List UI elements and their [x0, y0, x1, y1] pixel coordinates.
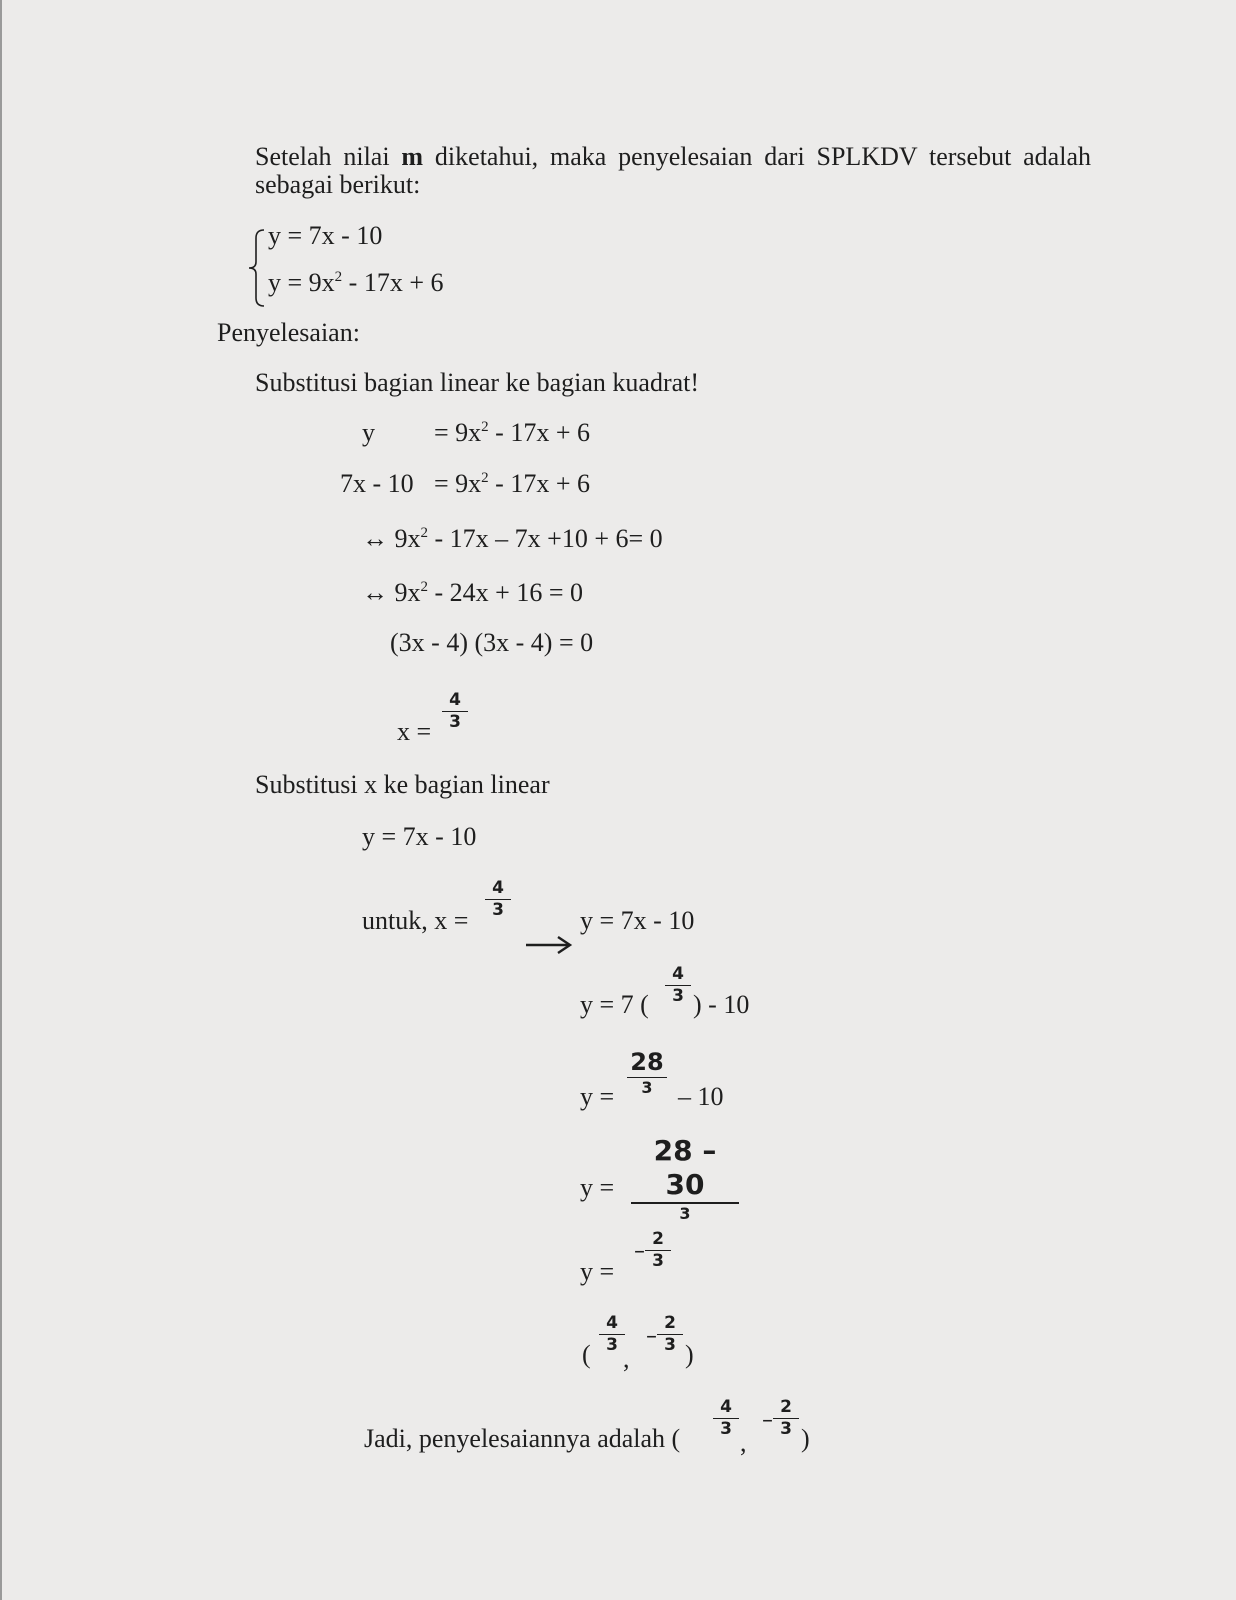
conclusion-comma: , [740, 1428, 747, 1457]
linear-equation: y = 7x - 10 [362, 822, 477, 851]
calc-line5-sign: – [634, 1239, 645, 1264]
derivation-row5: (3x - 4) (3x - 4) = 0 [390, 628, 594, 657]
calc-line3-fraction: 28 3 [627, 1047, 667, 1098]
page-edge [0, 0, 2, 1600]
calc-line3-lhs: y = [580, 1082, 615, 1111]
pair-sign: – [646, 1324, 657, 1349]
calc-line5-fraction: $\frac{2}{3}$ [645, 1229, 671, 1272]
calc-line1: y = 7x - 10 [580, 906, 695, 935]
pair-x-fraction: $\frac{4}{3}$ [599, 1313, 625, 1356]
pair-comma: , [623, 1344, 630, 1373]
conclusion-y-fraction: $\frac{2}{3}$ [773, 1397, 799, 1440]
derivation-row2-rhs: = $9x^2 - 17x + 6$ [434, 469, 590, 498]
derivation-row2-lhs: 7x - 10 [340, 469, 414, 498]
calc-line2-start: y = 7 ( [580, 990, 649, 1019]
calc-line5-lhs: y = [580, 1257, 615, 1286]
system-equation-1: y = 7x - 10 [268, 221, 383, 250]
conclusion-sign: – [762, 1408, 773, 1433]
calc-line3-rhs: – 10 [678, 1082, 724, 1111]
variable-m: m [401, 142, 424, 171]
conclusion-close-paren: ) [801, 1424, 810, 1453]
calc-line2-end: ) - 10 [693, 990, 750, 1019]
conclusion-x-fraction: $\frac{4}{3}$ [713, 1397, 739, 1440]
calc-line4-lhs: y = [580, 1173, 615, 1202]
pair-close-paren: ) [685, 1340, 694, 1369]
penyelesaian-label: Penyelesaian: [217, 318, 360, 347]
untuk-x-fraction: $\frac{4}{3}$ [485, 878, 511, 921]
x-value-fraction: $\frac{4}{3}$ [442, 690, 468, 733]
system-equation-2: $y = 9x^2 - 17x + 6$ [268, 268, 444, 297]
right-arrow-icon [524, 934, 574, 956]
derivation-row4: ↔ $9x^2 - 24x + 16 = 0$ [362, 578, 583, 607]
calc-line4-fraction: 28 – 30 3 [631, 1134, 739, 1224]
intro-paragraph: Setelah nilai m diketahui, maka penyelesaian dari SPLKDV tersebut adalah sebagai berikut: [255, 142, 1091, 199]
conclusion-text: Jadi, penyelesaiannya adalah ( [364, 1424, 681, 1453]
step1-label: Substitusi bagian linear ke bagian kuadrat! [255, 368, 700, 397]
derivation-row6-lhs: x = [397, 717, 432, 746]
pair-open-paren: ( [582, 1340, 591, 1369]
derivation-row1-lhs: y [362, 418, 375, 447]
calc-line2-fraction: $\frac{4}{3}$ [665, 964, 691, 1007]
pair-y-fraction: $\frac{2}{3}$ [657, 1313, 683, 1356]
untuk-label: untuk, x = [362, 906, 469, 935]
system-brace [246, 228, 266, 308]
step2-label: Substitusi x ke bagian linear [255, 770, 550, 799]
derivation-row1-rhs: = $9x^2 - 17x + 6$ [434, 418, 590, 447]
derivation-row3: ↔ $9x^2 - 17x - 7x +10 + 6= 0$ [362, 524, 663, 553]
